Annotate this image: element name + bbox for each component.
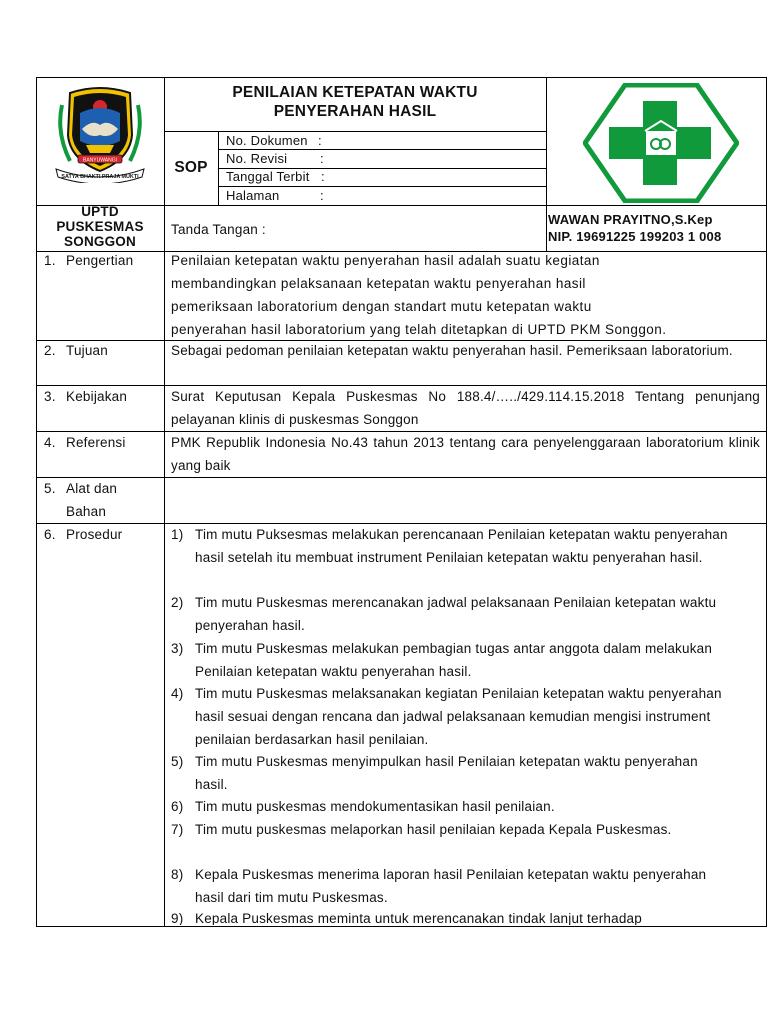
pengertian-line-1: Penilaian ketepatan waktu penyerahan hasil adalah suatu kegiatan [171, 253, 600, 268]
section-6-title: Prosedur [66, 527, 123, 542]
procedure-text: Tim mutu Puskesmas menyimpulkan hasil Penilaian ketepatan waktu penyerahan hasil. [195, 754, 698, 792]
puskesmas-green-cross-icon [583, 83, 739, 203]
sop-label: SOP [174, 159, 208, 176]
pengertian-line-2: membandingkan pelaksanaan ketepatan waktu penyerahan hasil [171, 276, 586, 291]
unit-line3: SONGGON [64, 234, 136, 249]
section-1-title: Pengertian [66, 253, 134, 268]
field-no-revisi-label: No. Revisi [226, 151, 288, 166]
unit-line1: UPTD [81, 204, 119, 219]
procedure-text: Tim mutu Puskesmas melaksanakan kegiatan Penilaian ketepatan waktu penyerahan hasil sesuai dengan rencana dan jadwal pelaksanaan kemudian mengisi instrument penilaian berdasarkan hasil penilaian. [195, 686, 722, 747]
field-halaman-sep: : [320, 188, 324, 203]
kebijakan-text: Surat Keputusan Kepala Puskesmas No 188.4/…../429.114.15.2018 Tentang penunjang pelayanan klinis di puskesmas Songgon [171, 389, 760, 427]
referensi-text: PMK Republik Indonesia No.43 tahun 2013 tentang cara penyelenggaraan laboratorium klinik yang baik [171, 435, 760, 473]
section-2-number: 2. [44, 343, 56, 358]
section-5-title-line1: Alat dan [66, 481, 118, 496]
emblem-ribbon-text: BANYUWANGI [83, 157, 117, 164]
section-5-title-line2: Bahan [66, 504, 107, 519]
procedure-text: Tim mutu Puskesmas merencanakan jadwal pelaksanaan Penilaian ketepatan waktu penyerahan hasil. [195, 595, 717, 633]
body-column-divider [164, 251, 165, 927]
section-3-title: Kebijakan [66, 389, 128, 404]
sop-document [36, 77, 767, 927]
section-1-number: 1. [44, 253, 56, 268]
section-3-number: 3. [44, 389, 56, 404]
section-2-title: Tujuan [66, 343, 108, 358]
official-nip: NIP. 19691225 199203 1 008 [548, 229, 722, 244]
field-no-revisi-sep: : [320, 151, 324, 166]
procedure-text: Tim mutu puskesmas mendokumentasikan hasil penilaian. [195, 799, 555, 814]
banyuwangi-regency-emblem-icon [52, 85, 148, 183]
field-tanggal-terbit-sep: : [321, 169, 325, 184]
procedure-text: Kepala Puskesmas meminta untuk merencanakan tindak lanjut terhadap [195, 911, 642, 925]
procedure-item-1 [171, 523, 731, 592]
procedure-text: Tim mutu Puksesmas melakukan perencanaan Penilaian ketepatan waktu penyerahan hasil setelah itu membuat instrument Penilaian ketepatan waktu penyerahan hasil. [195, 527, 728, 565]
frame-top-border [36, 77, 767, 78]
title-bottom-border [164, 131, 546, 132]
procedure-number: 1) [171, 527, 184, 542]
field-tanggal-terbit-label: Tanggal Terbit [226, 169, 310, 184]
field-no-dokumen-label: No. Dokumen [226, 133, 308, 148]
field-halaman-label: Halaman [226, 188, 280, 203]
procedure-number: 2) [171, 595, 184, 610]
tujuan-text: Sebagai pedoman penilaian ketepatan waktu penyerahan hasil. Pemeriksaan laboratorium. [171, 343, 733, 358]
procedure-number: 8) [171, 867, 184, 882]
document-title-line1: PENILAIAN KETEPATAN WAKTU [232, 84, 478, 101]
procedure-text: Tim mutu puskesmas melaporkan hasil penilaian kepada Kepala Puskesmas. [195, 822, 672, 837]
procedure-list [171, 523, 731, 925]
procedure-number: 4) [171, 686, 184, 701]
document-title-line2: PENYERAHAN HASIL [273, 103, 437, 120]
signature-label: Tanda Tangan : [171, 222, 266, 237]
frame-bottom-border [36, 926, 767, 927]
row-line-4 [36, 477, 767, 478]
header-divider-right [546, 77, 547, 251]
section-5-number: 5. [44, 481, 56, 496]
official-name: WAWAN PRAYITNO,S.Kep [548, 212, 713, 227]
field-no-dokumen-sep: : [318, 133, 322, 148]
procedure-text: Tim mutu Puskesmas melakukan pembagian tugas antar anggota dalam melakukan Penilaian ketepatan waktu penyerahan hasil. [195, 641, 713, 679]
section-4-title: Referensi [66, 435, 126, 450]
unit-line2: PUSKESMAS [56, 219, 144, 234]
procedure-number: 7) [171, 822, 184, 837]
pengertian-line-3: pemeriksaan laboratorium dengan standart mutu ketepatan waktu [171, 299, 592, 314]
procedure-text: Kepala Puskesmas menerima laporan hasil Penilaian ketepatan waktu penyerahan hasil dari tim mutu Puskesmas. [195, 867, 707, 905]
procedure-number: 3) [171, 641, 184, 656]
procedure-number: 5) [171, 754, 184, 769]
emblem-motto: SATYA BHAKTI PRAJA MUKTI [61, 174, 139, 180]
section-4-number: 4. [44, 435, 56, 450]
procedure-number: 9) [171, 911, 184, 925]
procedure-number: 6) [171, 799, 184, 814]
pengertian-line-4: penyerahan hasil laboratorium yang telah ditetapkan di UPTD PKM Songgon. [171, 322, 667, 337]
section-6-number: 6. [44, 527, 56, 542]
